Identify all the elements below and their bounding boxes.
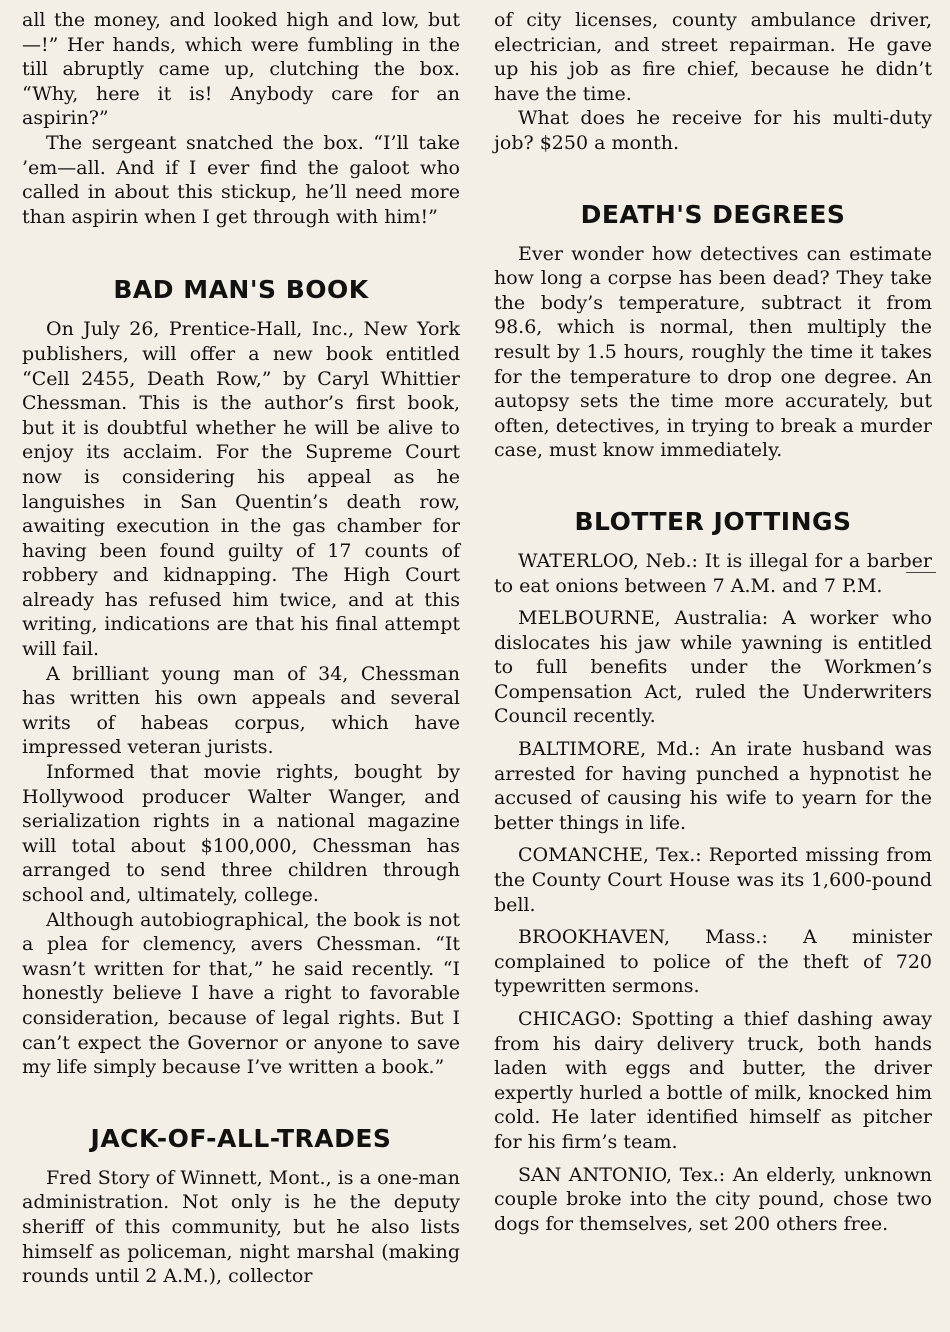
blotter-entry: BALTIMORE, Md.: An irate husband was arrested for having punched a hypnotist he accused of causing his wife to yearn for the better things in life. [494, 738, 932, 834]
bad-mans-book-paragraph: Although autobiographical, the book is not a plea for clemency, avers Chessman. “It wasn’t written for that,” he said recently. “I honestly believe I have a right to favorable consideration, because of legal rights. But I can’t expect the Governor or anyone to save my life simply because I’ve written a book.” [22, 908, 460, 1079]
blotter-entry: BROOKHAVEN, Mass.: A minister complained to police of the theft of 720 typewritten sermons. [494, 926, 932, 998]
blotter-entry: COMANCHE, Tex.: Reported missing from the County Court House was its 1,600-pound bell. [494, 844, 932, 916]
left-column [22, 8, 460, 1332]
bad-mans-book-heading: BAD MAN'S BOOK [113, 275, 369, 305]
blotter-entry: WATERLOO, Neb.: It is illegal for a barber to eat onions between 7 A.M. and 7 P.M. [494, 549, 932, 597]
blotter-entry: SAN ANTONIO, Tex.: An elderly, unknown couple broke into the city pound, chose two dogs for themselves, set 200 others free. [494, 1163, 932, 1235]
intro-paragraph-continued: all the money, and looked high and low, but—!” Her hands, which were fumbling in the till abruptly came up, clutching the box. “Why, here it is! Anybody care for an aspirin?” [22, 9, 460, 130]
intro-paragraph: The sergeant snatched the box. “I’ll take ’em—all. And if I ever find the galoot who called in about this stickup, he’ll need more than aspirin when I get through with him!” [22, 131, 460, 228]
blotter-jottings-heading: BLOTTER JOTTINGS [574, 506, 852, 536]
jack-of-all-trades-heading: JACK-OF-ALL-TRADES [90, 1123, 392, 1153]
bad-mans-book-paragraph: A brilliant young man of 34, Chessman has written his own appeals and several writs of habeas corpus, which have impressed veteran jurists. [22, 662, 460, 759]
deaths-degrees-heading: DEATH'S DEGREES [580, 199, 846, 229]
right-column [494, 8, 932, 1332]
jack-continued-paragraph: of city licenses, county ambulance driver, electrician, and street repairman. He gave up his job as fire chief, because he didn’t have the time. [494, 9, 932, 105]
blotter-entry: MELBOURNE, Australia: A worker who dislocates his jaw while yawning is entitled to full benefits under the Workmen’s Compensation Act, ruled the Underwriters Council recently. [494, 607, 932, 728]
bad-mans-book-paragraph: On July 26, Prentice-Hall, Inc., New York publishers, will offer a new book entitled “Cell 2455, Death Row,” by Caryl Whittier Chessman. This is the author’s first book, but it is doubtful whether he will be alive to enjoy its acclaim. For the Supreme Court now is considering his appeal as he languishes in San Quentin’s death row, awaiting execution in the gas chamber for having been found guilty of 17 counts of robbery and kidnapping. The High Court already has refused him twice, and at this writing, indications are that his final attempt will fail. [22, 318, 460, 661]
bad-mans-book-paragraph: Informed that movie rights, bought by Hollywood producer Walter Wanger, and serialization rights in a national magazine will total about $100,000, Chessman has arranged to send three children through school and, ultimately, college. [22, 761, 460, 906]
decorative-rule [906, 572, 936, 573]
deaths-degrees-paragraph: Ever wonder how detectives can estimate how long a corpse has been dead? They take the body’s temperature, subtract it from 98.6, which is normal, then multiply the result by 1.5 hours, roughly the time it takes for the temperature to drop one degree. An autopsy sets the time more accurately, but often, detectives, in trying to break a murder case, must know immediately. [494, 242, 932, 462]
jack-of-all-trades-paragraph: Fred Story of Winnett, Mont., is a one-man administration. Not only is he the deputy sheriff of this community, but he also lists himself as policeman, night marshal (making rounds until 2 A.M.), collector [22, 1166, 460, 1288]
jack-continued-paragraph: What does he receive for his multi-duty job? $250 a month. [494, 107, 932, 154]
blotter-entry: CHICAGO: Spotting a thief dashing away from his dairy delivery truck, both hands laden with eggs and butter, the driver expertly hurled a bottle of milk, knocked him cold. He later identified himself as pitcher for his firm’s team. [494, 1008, 932, 1153]
